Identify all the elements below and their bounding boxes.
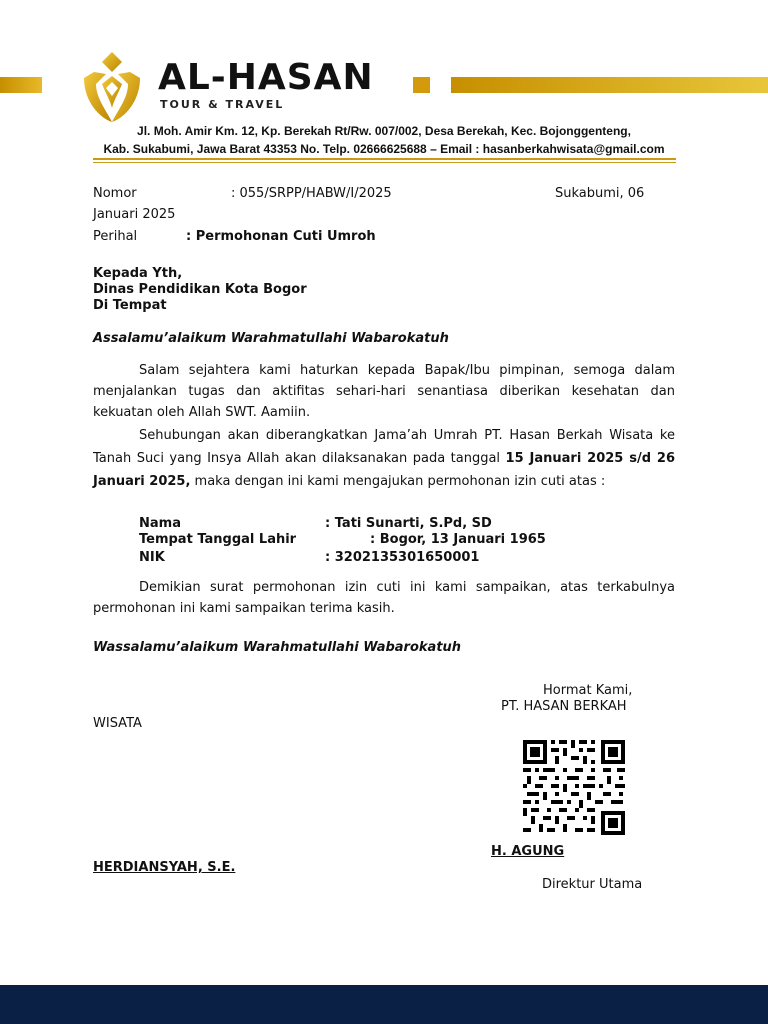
regards: Hormat Kami,: [543, 683, 633, 698]
qr-code-icon: [521, 738, 627, 837]
detail-label-nik: NIK: [139, 550, 165, 565]
signer-name: H. AGUNG: [491, 844, 565, 859]
recipient-line: Dinas Pendidikan Kota Bogor: [93, 282, 307, 297]
left-signer-name: HERDIANSYAH, S.E.: [93, 860, 236, 875]
brand-name: AL-HASAN: [158, 57, 374, 98]
header-divider-thin: [93, 162, 676, 163]
recipient-line: Di Tempat: [93, 298, 167, 313]
al-hasan-logo-icon: [76, 50, 148, 124]
paragraph-departure-text: Sehubungan akan diberangkatkan Jama’ah Umrah PT. Hasan Berkah Wisata ke Tanah Suci yang Insya Allah akan dilaksanakan pada tanggal: [93, 428, 675, 466]
detail-label-ttl: Tempat Tanggal Lahir: [139, 532, 297, 547]
detail-label-nama: Nama: [139, 516, 181, 531]
company-name-continued: WISATA: [93, 716, 142, 731]
place-date-continued: Januari 2025: [93, 207, 176, 222]
address-line-2: Kab. Sukabumi, Jawa Barat 43353 No. Telp. 02666625688 – Email : hasanberkahwisata@gmail.com: [103, 142, 665, 156]
closing-greeting: Wassalamu’alaikum Warahmatullahi Wabarokatuh: [93, 640, 462, 655]
paragraph-opening: Salam sejahtera kami haturkan kepada Bapak/Ibu pimpinan, semoga dalam menjalankan tugas dan aktifitas sehari-hari senantiasa diberikan kesehatan dan kekuatan oleh Allah SWT. Aamiin.: [93, 363, 675, 420]
perihal-value: : Permohonan Cuti Umroh: [186, 229, 376, 244]
nomor-label: Nomor: [93, 186, 137, 201]
paragraph-departure: [93, 424, 675, 493]
nomor-value: : 055/SRPP/HABW/I/2025: [231, 186, 392, 201]
company-name: PT. HASAN BERKAH: [501, 699, 627, 714]
header-divider: [93, 158, 676, 160]
signer-title: Direktur Utama: [542, 877, 643, 892]
place-date: Sukabumi, 06: [555, 186, 645, 201]
footer-band: [0, 985, 768, 1024]
departure-dates: 15 Januari 2025 s/d 26: [505, 451, 675, 466]
detail-value-ttl: : Bogor, 13 Januari 1965: [370, 532, 546, 547]
header-gold-bar-left: [0, 77, 42, 93]
greeting: Assalamu’alaikum Warahmatullahi Wabarokatuh: [93, 331, 449, 346]
recipient-line: Kepada Yth,: [93, 266, 183, 281]
paragraph-departure-text-end: maka dengan ini kami mengajukan permohonan izin cuti atas :: [190, 474, 606, 489]
perihal-label: Perihal: [93, 229, 138, 244]
address-line-1: Jl. Moh. Amir Km. 12, Kp. Berekah Rt/Rw. 007/002, Desa Berekah, Kec. Bojonggenteng,: [137, 124, 631, 138]
header-gold-square: [413, 77, 430, 93]
detail-value-nik: : 3202135301650001: [325, 550, 480, 565]
paragraph-closing: Demikian surat permohonan izin cuti ini kami sampaikan, atas terkabulnya permohonan ini kami sampaikan terima kasih.: [93, 580, 675, 616]
detail-value-nama: : Tati Sunarti, S.Pd, SD: [325, 516, 492, 531]
departure-dates-end: Januari 2025,: [93, 474, 191, 489]
header-gold-bar-right: [451, 77, 768, 93]
brand-tagline: TOUR & TRAVEL: [160, 98, 285, 111]
